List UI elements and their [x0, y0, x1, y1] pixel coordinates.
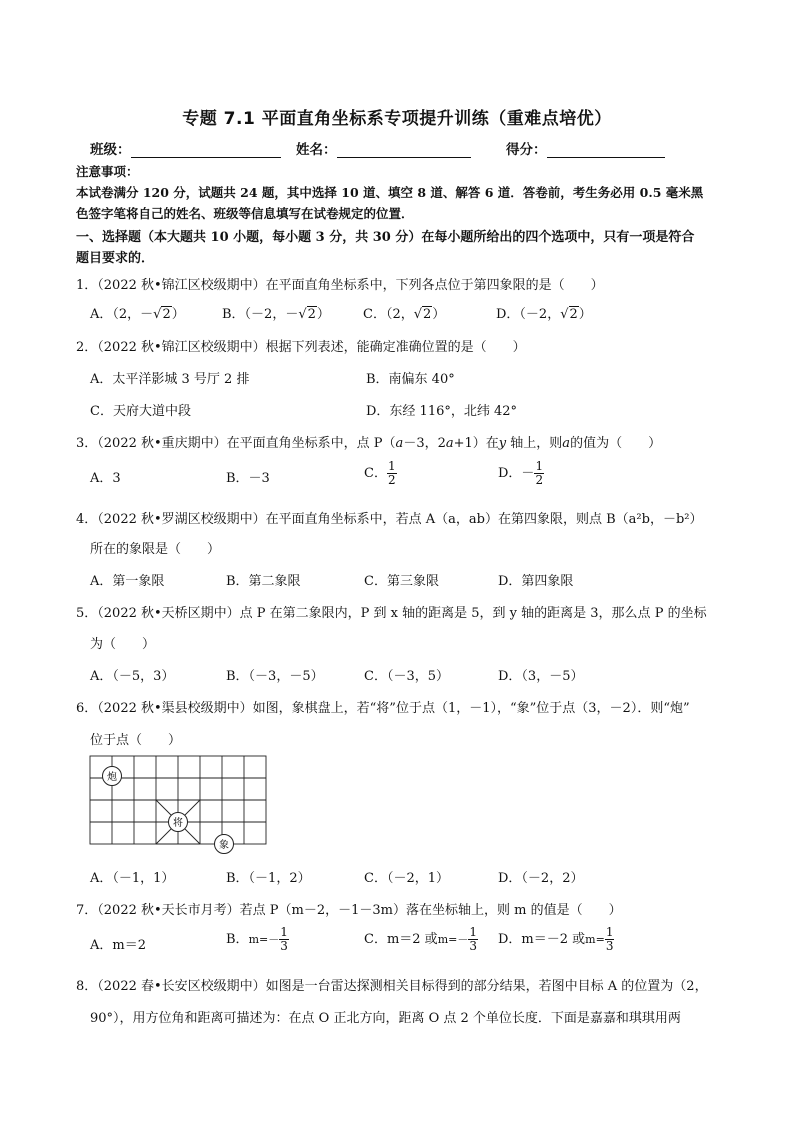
chess-board-figure — [88, 754, 272, 858]
q8-stem-line-1: 8．（2022 春•长安区校级期中）如图是一台雷达探测相关目标得到的部分结果，若图中目标 A 的位置为（2， — [76, 979, 708, 994]
fraction: $\frac{1}{3}$ — [605, 925, 614, 953]
sqrt-symbol: √2 — [298, 307, 316, 322]
section-heading-bold: 一、选择题（本大题共 10 小题，每小题 3 分，共 30 分） — [76, 230, 422, 245]
q6-option-c[interactable]: C．（－2，1） — [364, 871, 449, 886]
q6-option-d[interactable]: D．（－2，2） — [498, 871, 584, 886]
q2-stem: 2．（2022 秋•锦江区校级期中）根据下列表述，能确定准确位置的是（ ） — [76, 340, 526, 355]
page-title: 专题 7.1 平面直角坐标系专项提升训练（重难点培优） — [182, 109, 612, 129]
piece-pao-label: 炮 — [107, 772, 117, 783]
q4-stem-line-2: 所在的象限是（ ） — [90, 542, 221, 557]
q1-stem: 1．（2022 秋•锦江区校级期中）在平面直角坐标系中，下列各点位于第四象限的是（ ） — [76, 278, 604, 293]
q7-option-c[interactable]: C．m＝2 或m=－ $\frac{1}{3}$ — [364, 925, 477, 953]
q5-option-d[interactable]: D．（3，－5） — [498, 669, 584, 684]
sqrt-symbol: √2 — [153, 307, 171, 322]
fraction: $\frac{1}{2}$ — [535, 459, 544, 487]
q5-option-b[interactable]: B．（－3，－5） — [226, 669, 324, 684]
q4-option-a[interactable]: A．第一象限 — [90, 574, 165, 589]
q4-option-c[interactable]: C．第三象限 — [364, 574, 439, 589]
fraction: $\frac{1}{2}$ — [387, 459, 396, 487]
q1-option-c[interactable]: C．（2，√2） — [363, 307, 446, 322]
q3-option-d[interactable]: D．－ $\frac{1}{2}$ — [498, 459, 544, 487]
class-label: 班级： — [90, 142, 131, 158]
q7-option-d[interactable]: D．m＝－2 或m= $\frac{1}{3}$ — [498, 925, 614, 953]
q4-option-b[interactable]: B．第二象限 — [226, 574, 301, 589]
q3-option-c[interactable]: C． $\frac{1}{2}$ — [364, 459, 396, 487]
q4-stem-line-1: 4．（2022 秋•罗湖区校级期中）在平面直角坐标系中，若点 A（a，ab）在第四象限，则点 B（a²b，－b²） — [76, 512, 703, 527]
q5-option-a[interactable]: A．（－5，3） — [90, 669, 175, 684]
piece-xiang-label: 象 — [219, 840, 229, 851]
class-field[interactable] — [90, 138, 281, 158]
q5-stem-line-2: 为（ ） — [90, 637, 156, 652]
q3-option-a[interactable]: A．3 — [90, 471, 121, 486]
q7-stem: 7．（2022 秋•天长市月考）若点 P（m－2，－1－3m）落在坐标轴上，则 m 的值是（ ） — [76, 903, 622, 918]
notice-heading: 注意事项： — [76, 164, 139, 179]
section-heading — [76, 226, 694, 245]
fraction: $\frac{1}{3}$ — [280, 925, 288, 953]
piece-xiang — [215, 835, 234, 854]
q2-option-d[interactable]: D．东经 116°，北纬 42° — [366, 404, 518, 419]
q6-option-b[interactable]: B．（－1，2） — [226, 871, 311, 886]
class-blank[interactable] — [131, 143, 281, 158]
name-field[interactable] — [296, 138, 471, 158]
sqrt-symbol: √2 — [413, 307, 432, 322]
q2-option-a[interactable]: A．太平洋影城 3 号厅 2 排 — [90, 372, 250, 387]
q1-option-b[interactable]: B．（－2，－√2） — [222, 307, 330, 322]
q6-stem-line-2: 位于点（ ） — [90, 733, 182, 748]
q1-option-a[interactable]: A．（2，－√2） — [90, 307, 185, 322]
q5-option-c[interactable]: C．（－3，5） — [364, 669, 449, 684]
sqrt-symbol: √2 — [560, 307, 578, 322]
q2-option-c[interactable]: C．天府大道中段 — [90, 404, 191, 419]
q7-option-b[interactable]: B．m=－ $\frac{1}{3}$ — [226, 925, 288, 953]
q7-option-a[interactable]: A．m＝2 — [90, 938, 146, 953]
q8-stem-line-2: 90°），用方位角和距离可描述为：在点 O 正北方向，距离 O 点 2 个单位长度．下面是嘉嘉和琪琪用两 — [90, 1011, 681, 1026]
q5-stem-line-1: 5．（2022 秋•天桥区期中）点 P 在第二象限内，P 到 x 轴的距离是 5，到 y 轴的距离是 3，那么点 P 的坐标 — [76, 606, 707, 621]
piece-pao — [103, 767, 122, 786]
q2-option-b[interactable]: B．南偏东 40° — [366, 372, 455, 387]
q3-option-b[interactable]: B．－3 — [226, 471, 270, 486]
piece-jiang-label: 将 — [173, 818, 183, 829]
section-heading-rest: 在每小题所给出的四个选项中，只有一项是符合 — [421, 230, 695, 245]
score-field[interactable] — [506, 138, 665, 158]
piece-jiang — [169, 813, 188, 832]
q6-stem-line-1: 6．（2022 秋•渠县校级期中）如图，象棋盘上，若“将”位于点（1，－1），“象”位于点（3，－2）．则“炮” — [76, 701, 690, 716]
q4-option-d[interactable]: D．第四象限 — [498, 574, 574, 589]
notice-line-1: 本试卷满分 120 分，试题共 24 题，其中选择 10 道、填空 8 道、解答 6 道．答卷前，考生务必用 0.5 毫米黑 — [76, 185, 704, 200]
fraction: $\frac{1}{3}$ — [469, 925, 477, 953]
q1-option-d[interactable]: D．（－2，√2） — [496, 307, 592, 322]
score-blank[interactable] — [547, 143, 665, 158]
score-label: 得分： — [506, 142, 547, 158]
name-blank[interactable] — [337, 143, 471, 158]
q6-option-a[interactable]: A．（－1，1） — [90, 871, 175, 886]
name-label: 姓名： — [296, 142, 337, 158]
section-heading-line-2: 题目要求的． — [76, 251, 155, 266]
notice-line-2: 色签字笔将自己的姓名、班级等信息填写在试卷规定的位置． — [76, 206, 414, 221]
q3-stem: 3．（2022 秋•重庆期中）在平面直角坐标系中，点 P（a－3，2a+1）在y 轴上，则a的值为（ ） — [76, 436, 662, 451]
